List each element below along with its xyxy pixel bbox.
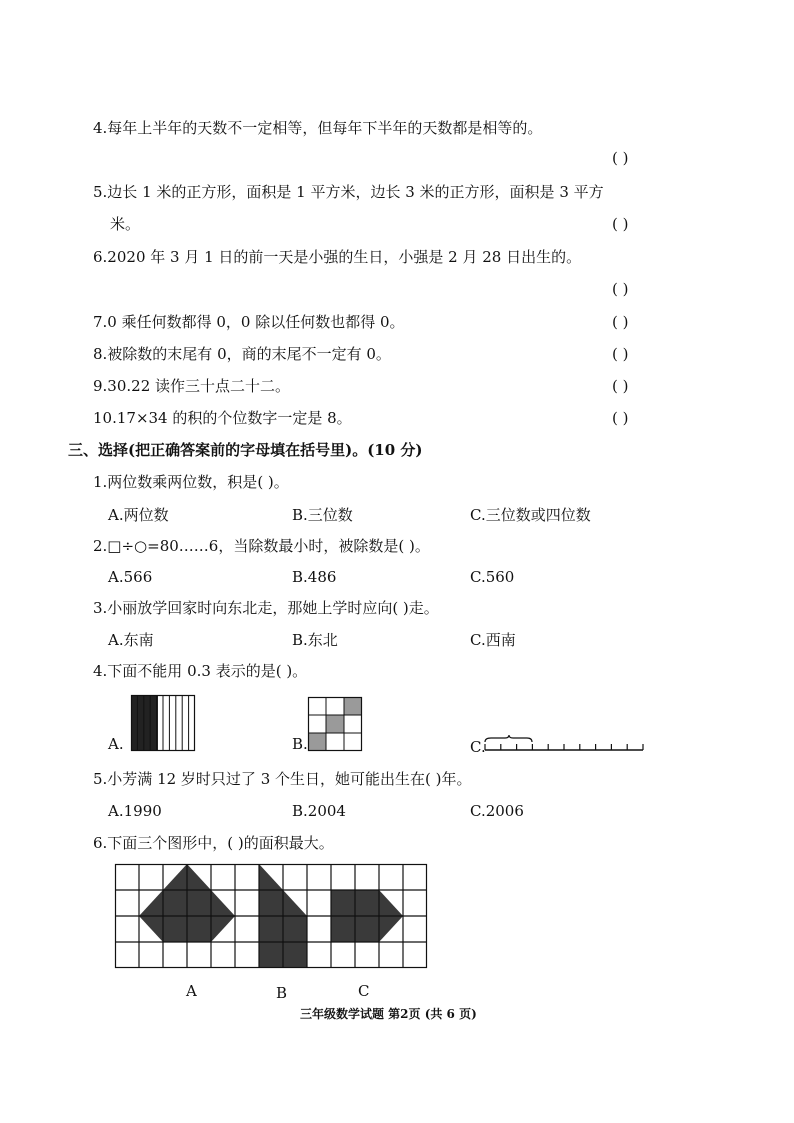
choice-question-6: 6.下面三个图形中，( )的面积最大。	[93, 834, 334, 852]
figure-b-grid	[308, 697, 362, 751]
judge-item-6: 6.2020 年 3 月 1 日的前一天是小强的生日，小强是 2 月 28 日出生的。	[93, 248, 582, 266]
answer-paren-8[interactable]: ( )	[612, 345, 629, 363]
figure-label-c: C	[358, 982, 370, 1000]
judge-item-10: 10.17×34 的积的个位数字一定是 8。	[93, 409, 352, 427]
choice-question-3: 3.小丽放学回家时向东北走，那她上学时应向( )走。	[93, 599, 439, 617]
choice-2-option-a[interactable]: A.566	[108, 568, 153, 586]
choice-5-option-c[interactable]: C.2006	[470, 802, 524, 820]
answer-paren-9[interactable]: ( )	[612, 377, 629, 395]
judge-item-4: 4.每年上半年的天数不一定相等，但每年下半年的天数都是相等的。	[93, 119, 543, 137]
page-footer: 三年级数学试题 第2页 (共 6 页)	[300, 1007, 477, 1021]
choice-4-option-a[interactable]: A.	[108, 735, 124, 753]
choice-question-5: 5.小芳满 12 岁时只过了 3 个生日，她可能出生在( )年。	[93, 770, 472, 788]
judge-item-5: 5.边长 1 米的正方形，面积是 1 平方米，边长 3 米的正方形，面积是 3 平方	[93, 183, 604, 201]
area-comparison-grid	[115, 864, 427, 968]
choice-question-2: 2.□÷○=80……6，当除数最小时，被除数是( )。	[93, 537, 430, 555]
section-3-title: 三、选择(把正确答案前的字母填在括号里)。(10 分)	[68, 441, 423, 459]
choice-5-option-b[interactable]: B.2004	[292, 802, 346, 820]
judge-item-9: 9.30.22 读作三十点二十二。	[93, 377, 291, 395]
answer-paren-4[interactable]: ( )	[612, 149, 629, 167]
choice-4-option-c[interactable]: C.	[470, 738, 486, 756]
choice-3-option-a[interactable]: A.东南	[108, 631, 154, 649]
answer-paren-6[interactable]: ( )	[612, 280, 629, 298]
judge-item-5-cont: 米。	[110, 215, 141, 233]
choice-question-1: 1.两位数乘两位数，积是( )。	[93, 473, 289, 491]
figure-label-b: B	[276, 984, 288, 1002]
judge-item-8: 8.被除数的末尾有 0，商的末尾不一定有 0。	[93, 345, 391, 363]
choice-1-option-b[interactable]: B.三位数	[292, 506, 353, 524]
answer-paren-7[interactable]: ( )	[612, 313, 629, 331]
judge-item-7: 7.0 乘任何数都得 0，0 除以任何数也都得 0。	[93, 313, 405, 331]
choice-5-option-a[interactable]: A.1990	[108, 802, 162, 820]
answer-paren-10[interactable]: ( )	[612, 409, 629, 427]
figure-a-strip-rectangle	[131, 695, 195, 751]
choice-3-option-b[interactable]: B.东北	[292, 631, 338, 649]
choice-2-option-b[interactable]: B.486	[292, 568, 337, 586]
choice-4-option-b[interactable]: B.	[292, 735, 308, 753]
choice-question-4: 4.下面不能用 0.3 表示的是( )。	[93, 662, 308, 680]
choice-1-option-a[interactable]: A.两位数	[108, 506, 169, 524]
figure-c-number-line	[485, 736, 645, 756]
choice-3-option-c[interactable]: C.西南	[470, 631, 516, 649]
choice-2-option-c[interactable]: C.560	[470, 568, 515, 586]
answer-paren-5[interactable]: ( )	[612, 215, 629, 233]
figure-label-a: A	[186, 982, 197, 1000]
choice-1-option-c[interactable]: C.三位数或四位数	[470, 506, 591, 524]
